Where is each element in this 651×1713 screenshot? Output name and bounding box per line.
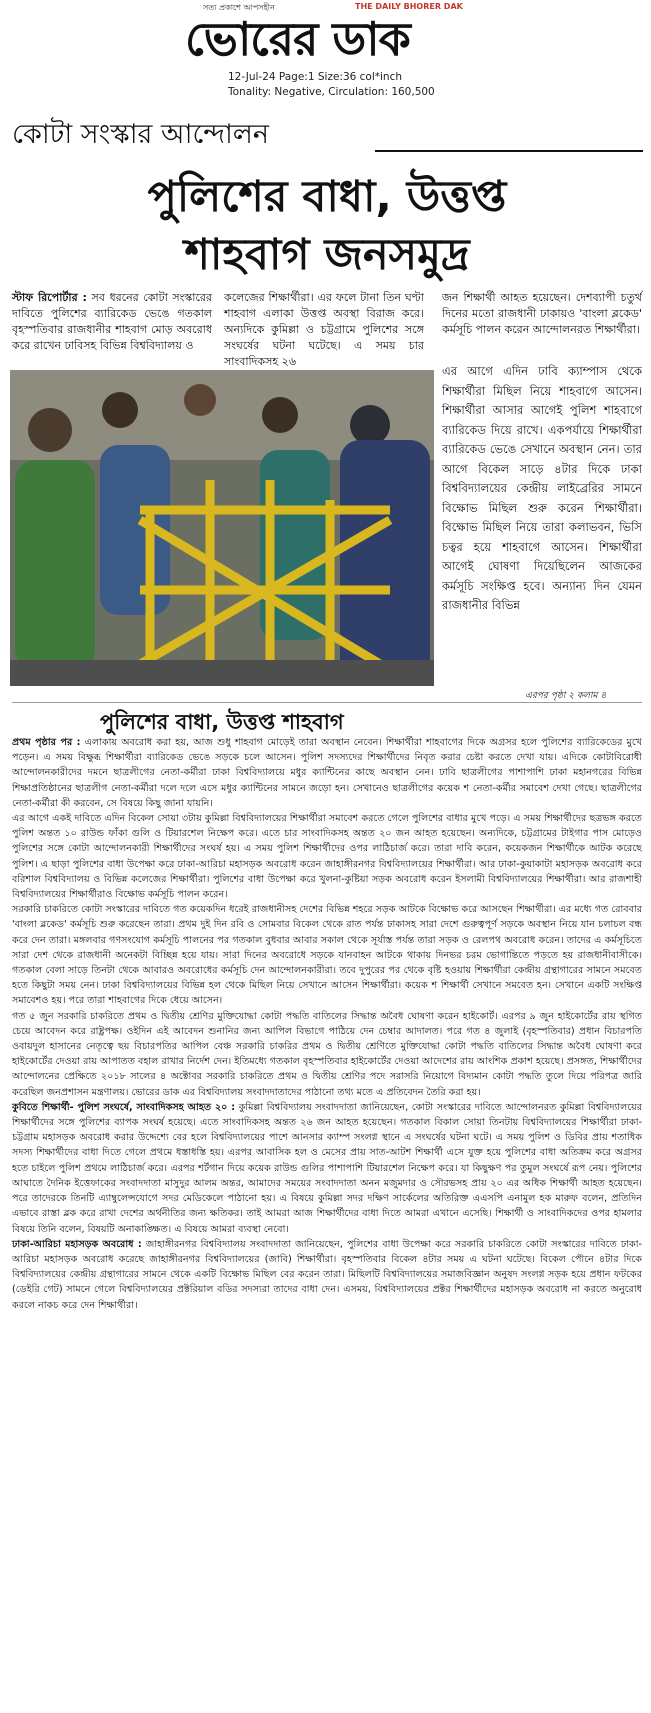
lead-column-3-rest: এর আগে এদিন ঢাবি ক্যাম্পাস থেকে শিক্ষার্থীরা মিছিল নিয়ে শাহবাগে আসেন। শিক্ষার্থীরা আসার আগেই পুলিশ শাহবাগে ব্যারিকেড দিয়ে রাখে। একপর্যায়ে শিক্ষার্থীরা ব্যারিকেড ভেঙে সেখানে অবস্থান নেন। তার আগে বিকেল সাড়ে ৪টার দিকে ঢাকা বিশ্ববিদ্যালয়ের কেন্দ্রীয় লাইব্রেরির সামনে বিক্ষোভ মিছিল শুরু করেন শিক্ষার্থীরা। বিক্ষোভ মিছিল নিয়ে তারা কলাভবন, ভিসি চত্বর হয়ে শাহবাগে আসেন। শিক্ষার্থীরা আগেই ঘোষণা দিয়েছিলেন আজকের কর্মসূচি সংক্ষিপ্ত হবে। অন্যান্য দিন যেমন রাজধানীর বিভিন্ন xyxy=(442,364,642,612)
protest-photo-image xyxy=(10,370,434,686)
continued-reference: এরপর পৃষ্ঠা ২ কলাম ৪ xyxy=(525,691,607,701)
continuation-paragraph xyxy=(12,1100,642,1237)
lead-column-1 xyxy=(12,290,212,354)
paragraph-lead: কুবিতে শিক্ষার্থী- পুলিশ সংঘর্ষে, সাংবাদিকসহ আহত ২০ : xyxy=(12,1101,236,1113)
headline-line-1: পুলিশের বাধা, উত্তপ্ত xyxy=(147,172,507,222)
paragraph-lead: ঢাকা-আরিচা মহাসড়ক অবরোধ : xyxy=(12,1238,142,1250)
clipping-meta-date-size: 12-Jul-24 Page:1 Size:36 col*inch xyxy=(228,71,403,83)
paragraph-text: এর আগে একই দাবিতে এদিন বিকেল সোয়া ৩টায় কুমিল্লা বিশ্ববিদ্যালয়ের শিক্ষার্থীরা সমাবেশ করতে গেলে পুলিশের বাধার মুখে পড়ে। এ সময় শিক্ষার্থীদের ছত্রভঙ্গ করতে পুলিশ অন্তত ১০ রাউন্ড ফাঁকা গুলি ও টিয়ারশেল নিক্ষেপ করে। এতে চার সাংবাদিকসহ অন্তত ২০ জন আহত হয়েছেন। অন্যদিকে, চট্টগ্রামের টাইগার পাস মোড়েও পুলিশের সঙ্গে কোটা আন্দোলনকারী শিক্ষার্থীদের সংঘর্ষ হয়। এ সময় পুলিশ শিক্ষার্থীদের ওপর লাঠিচার্জ করে। তারা দাবি করেন, কয়েকজন শিক্ষার্থীকে আটক করেছে পুলিশ। এ ছাড়া পুলিশের বাধা উপেক্ষা করে ঢাকা-আরিচা মহাসড়ক অবরোধ করেন জাহাঙ্গীরনগর বিশ্ববিদ্যালয়ের শিক্ষার্থীরা। আর ঢাকা-কুয়াকাটা মহাসড়ক অবরোধ করে বরিশাল বিশ্ববিদ্যালয় ও বিভিন্ন কলেজের শিক্ষার্থীরা। পুলিশের বাধা উপেক্ষা করে খুলনা-কুষ্টিয়া সড়ক অবরোধ করেন ইসলামী বিশ্ববিদ্যালয়ের শিক্ষার্থীরা। আর রাজশাহী বিশ্ববিদ্যালয়ের শিক্ষার্থীরাও বিক্ষোভ কর্মসূচি পালন করেন। xyxy=(12,813,642,901)
paragraph-text: জাহাঙ্গীরনগর বিশ্ববিদ্যালয় সংবাদদাতা জানিয়েছেন, পুলিশের বাধা উপেক্ষা করে সরকারি চাকরিতে কোটা সংস্কারের দাবিতে ঢাকা-আরিচা মহাসড়ক অবরোধ করেছে জাহাঙ্গীরনগর বিশ্ববিদ্যালয়ের (জাবি) শিক্ষার্থীরা। বৃহস্পতিবার বিকেল ৪টার সময় এ ঘটনা ঘটেছে। বিকেল পৌনে ৪টার দিকে বিশ্ববিদ্যালয়ের কেন্দ্রীয় গ্রন্থাগারের সামনে থেকে একটি বিক্ষোভ মিছিল বের করেন তারা। মিছিলটি বিশ্ববিদ্যালয়ের সমাজবিজ্ঞান অনুষদ সংলগ্ন সড়ক হয়ে প্রধান ফটকের (ডেইরি গেট) সামনে গেলে বিশ্ববিদ্যালয়ের প্রক্টরিয়াল বডির সদস্যরা তাদের বাধা দেন। এসময়, বিশ্ববিদ্যালয়ের প্রক্টর শিক্ষার্থীদের মহাসড়ক অবরোধ না করতে অনুরোধ করলে নাকচ করে দেন শিক্ষার্থীরা। xyxy=(12,1238,643,1311)
kicker: কোটা সংস্কার আন্দোলন xyxy=(12,119,270,150)
clipping-meta-tonality: Tonality: Negative, Circulation: 160,500 xyxy=(228,86,435,98)
protest-photo xyxy=(10,370,434,686)
paragraph-text: গত ৫ জুন সরকারি চাকরিতে প্রথম ও দ্বিতীয় শ্রেণির মুক্তিযোদ্ধা কোটা পদ্ধতি বাতিলের সিদ্ধান্ত অবৈধ ঘোষণা করেন হাইকোর্ট। এরপর ৯ জুন হাইকোর্টের রায় স্থগিত চেয়ে আবেদন করে রাষ্ট্রপক্ষ। ওইদিন এই আবেদন শুনানির জন্য আপিল বিভাগে পাঠিয়ে দেন চেম্বার আদালত। পরে গত ৪ জুলাই (বৃহস্পতিবার) প্রধান বিচারপতি ওবায়দুল হাসানের নেতৃত্বে ছয় বিচারপতির আপিল বেঞ্চ সরকারি চাকরির প্রথম ও দ্বিতীয় শ্রেণিতে মুক্তিযোদ্ধা কোটা পদ্ধতি বাতিলের সিদ্ধান্ত অবৈধ ঘোষণা করে হাইকোর্টের দেওয়া রায় আপাতত বহাল রাখার নির্দেশ দেন। ইতিমধ্যে গতকাল বৃহস্পতিবার হাইকোর্টের দেওয়া আদেশের রায় আংশিক প্রকাশ হয়েছে। প্রসঙ্গত, শিক্ষার্থীদের আন্দোলনের প্রেক্ষিতে ২০১৮ সালের ৪ অক্টোবর সরকারি চাকরিতে প্রথম ও দ্বিতীয় শ্রেণির পদে সরাসরি নিয়োগে বিদ্যমান কোটা পদ্ধতি তুলে দিয়ে পরিপত্র জারি করেছিল জনপ্রশাসন মন্ত্রণালয়। ভোরের ডাক এর বিশ্ববিদ্যালয় সংবাদদাতাদের পাঠানো তথ্য মতে এ প্রতিবেদন তৈরি করা হয়। xyxy=(12,1010,642,1098)
continuation-paragraph xyxy=(12,735,642,811)
paragraph-text: সরকারি চাকরিতে কোটা সংস্কারের দাবিতে গত কয়েকদিন ধরেই রাজধানীসহ দেশের বিভিন্ন শহরে সড়ক আটকে বিক্ষোভ করে আসছেন শিক্ষার্থীরা। এর মধ্যে গত রোববার 'বাংলা ব্লকেড' কর্মসূচি শুরু করেছেন তারা। প্রথম দুই দিন রবি ও সোমবার বিকেল থেকে রাত পর্যন্ত ঢাকাসহ সারা দেশে গুরুত্বপূর্ণ সড়কে অবস্থান নিয়ে যান চলাচল বন্ধ করে দেন তারা। মঙ্গলবার গণসংযোগ কর্মসূচি পালনের পর গতকাল বুধবার আবার সকাল থেকে সূর্যাস্ত পর্যন্ত তারা সড়ক ও রেলপথ অবরোধ করেন। তাদের এ কর্মসূচিতে সারা দেশ থেকে রাজধানী অনেকটা বিচ্ছিন্ন হয়ে যায়। সারা দিনের অবরোধে সড়কে যানবাহন আটকে থাকায় দিনভর চরম ভোগান্তিতে পড়তে হয় রাজধানীবাসীকে। গতকাল বেলা সাড়ে তিনটা থেকে আবারও অবরোধের কর্মসূচি দেন আন্দোলনকারীরা। তবে দুপুরের পর থেকে বৃষ্টি হওয়ায় শিক্ষার্থীরা কেন্দ্রীয় গ্রন্থাগারের সামনে সমবেত হতে কিছুটা সময় নেন। ঢাকা বিশ্ববিদ্যালয়ের বিভিন্ন হল থেকে মিছিল নিয়ে সেখানে আসেন শিক্ষার্থীরা। কয়েক শ শিক্ষার্থী সেখানে সমবেত হন। সেখানে একটি সংক্ষিপ্ত সমাবেশও হয়। পরে তারা শাহবাগের দিকে ধেয়ে আসেন। xyxy=(12,904,642,1007)
paragraph-lead: প্রথম পৃষ্ঠার পর : xyxy=(12,737,81,748)
section-divider xyxy=(12,702,642,703)
continuation-title: পুলিশের বাধা, উত্তপ্ত শাহবাগ xyxy=(100,710,344,734)
lead-column-1-text: সব ধরনের কোটা সংস্কারের দাবিতে পুলিশের ব্যারিকেড ভেঙে গতকাল বৃহস্পতিবার রাজধানীর শাহবাগ মোড় অবরোধ করে রাখেন ঢাবিসহ বিভিন্ন বিশ্ববিদ্যালয় ও xyxy=(12,291,213,352)
byline: স্টাফ রিপোর্টার : xyxy=(12,291,87,304)
clipping-meta xyxy=(228,70,435,100)
kicker-rule xyxy=(375,150,643,152)
headline xyxy=(12,168,642,284)
continuation-paragraph xyxy=(12,811,642,902)
continuation-paragraph xyxy=(12,1237,642,1313)
paragraph-text: কুমিল্লা বিশ্ববিদ্যালয় সংবাদদাতা জানিয়েছেন, কোটা সংস্কারের দাবিতে আন্দোলনরত কুমিল্লা বিশ্ববিদ্যালয়ের শিক্ষার্থীদের সঙ্গে পুলিশের ব্যাপক সংঘর্ষ হয়েছে। এতে সাংবাদিকসহ অন্তত ২৬ জন আহত হয়েছেন। গতকাল বিকাল সোয়া তিনটায় বিশ্ববিদ্যালয়ের শিক্ষার্থীরা ঢাকা-চট্টগ্রাম মহাসড়ক অবরোধ করার উদ্দেশ্যে বের হলে বিশ্ববিদ্যালয়ের পাশে আনসার ক্যাম্প সংলগ্ন স্থানে এ সংঘর্ষের ঘটনা ঘটে। এ সময় পুলিশ ও ডিবির প্রায় শতাধিক সদস্য শিক্ষার্থীদের বাধা দিতে গেলে প্রথমে ধস্তাধস্তি হয়। এরপর আবাসিক হল ও মেসের প্রায় সাত-আটশ শিক্ষার্থী এসে যুক্ত হয়ে পুলিশের বাধা অতিক্রম করে অগ্রসর হতে চাইলে পুলিশ প্রথমে লাঠিচার্জ করে। এরপর শর্টগান দিয়ে কয়েক রাউন্ড গুলির পাশাপাশি টিয়ারশেল নিক্ষেপ করে। যা কিছুক্ষণ পর তুমুল সংঘর্ষে রূপ নেয়। পুলিশের আঘাতে দৈনিক ইত্তেফাকের সংবাদদাতা মাসুদুর আলম অন্তর, আমাদের সময়ের সংবাদদাতা অনন মজুমদার ও সৌরভসহ প্রায় ২০ এর অধিক শিক্ষার্থী আহত হয়েছেন। পরে তাদেরকে তিনটি এ্যাম্বুলেন্সযোগে সদর মেডিকেলে পাঠানো হয়। এ বিষয়ে কুমিল্লা সদর দক্ষিণ সার্কেলের অতিরিক্ত এএসপি এনামুল হক মারুফ বলেন, প্রতিদিন এভাবে রাস্তা ব্লক করে রাখা দেশের অর্থনীতির জন্য ক্ষতিকর। তাই আমরা আজ শিক্ষার্থীদের বাধা দিতে আমরা এখানে এসেছি। শিক্ষার্থী ও সাংবাদিকদের ওপর হামলার বিষয়ে তিনি বলেন, বিষয়টি অনাকাঙ্ক্ষিত। এ বিষয়ে আমরা ব্যবস্থা নেবো। xyxy=(12,1101,643,1235)
newspaper-logo: ভোরের ডাক xyxy=(185,12,410,66)
lead-column-2: কলেজের শিক্ষার্থীরা। এর ফলে টানা তিন ঘণ্টা শাহবাগ এলাকা উত্তপ্ত অবস্থা বিরাজ করে। অন্যদিকে কুমিল্লা ও চট্টগ্রামে পুলিশের সঙ্গে সংঘর্ষের ঘটনা ঘটেছে। এ সময় চার সাংবাদিকসহ ২৬ xyxy=(224,291,424,368)
masthead-english-name: THE DAILY BHORER DAK xyxy=(355,2,463,11)
continuation-paragraph xyxy=(12,1009,642,1100)
paragraph-text: এলাকায় অবরোধ করা হয়, আজ শুধু শাহবাগ মোড়েই তারা অবস্থান নেবেন। শিক্ষার্থীরা শাহবাগের দিকে অগ্রসর হলে পুলিশের ব্যারিকেডের মুখে পড়েন। এ সময় বিক্ষুব্ধ শিক্ষার্থীরা ব্যারিকেড ভেঙে সড়কে চলে আসেন। পুলিশ সদস্যদের শিক্ষার্থীদের নিবৃত করার চেষ্টা করতে দেখা যায়। এদিকে কোটাবিরোধী আন্দোলনকারীদের দমনে ছাত্রলীগের নেতা-কর্মীরা ঢাকা বিশ্ববিদ্যালয়ে মধুর ক্যান্টিনের কাছে অবস্থান নেন। ঢাবি ছাত্রলীগের পাশাপাশি ঢাকা মহানগরের বিভিন্ন শিক্ষাপ্রতিষ্ঠানের ছাত্রলীগ নেতা-কর্মীরা দলে দলে এসে মধুর ক্যান্টিনের সামনে জড়ো হন। সেখানেও ছাত্রলীগের কয়েক শ নেতা-কর্মীর সমাবেশ দেখা গেছে। ছাত্রলীগের নেতা-কর্মীরা কী করবেন, সে বিষয়ে কিছু জানা যায়নি। xyxy=(12,737,642,809)
lead-column-3-top: জন শিক্ষার্থী আহত হয়েছেন। দেশব্যাপী চতুর্থ দিনের মতো রাজধানী ঢাকায়ও 'বাংলা ব্লকেড' কর্মসূচি পালন করেন আন্দোলনরত শিক্ষার্থীরা। xyxy=(442,291,642,336)
continuation-paragraph xyxy=(12,902,642,1008)
headline-line-2: শাহবাগ জনসমুদ্র xyxy=(184,230,470,280)
masthead-tagline: সত্য প্রকাশে আপসহীন xyxy=(203,3,275,12)
continuation-body xyxy=(12,735,642,1313)
